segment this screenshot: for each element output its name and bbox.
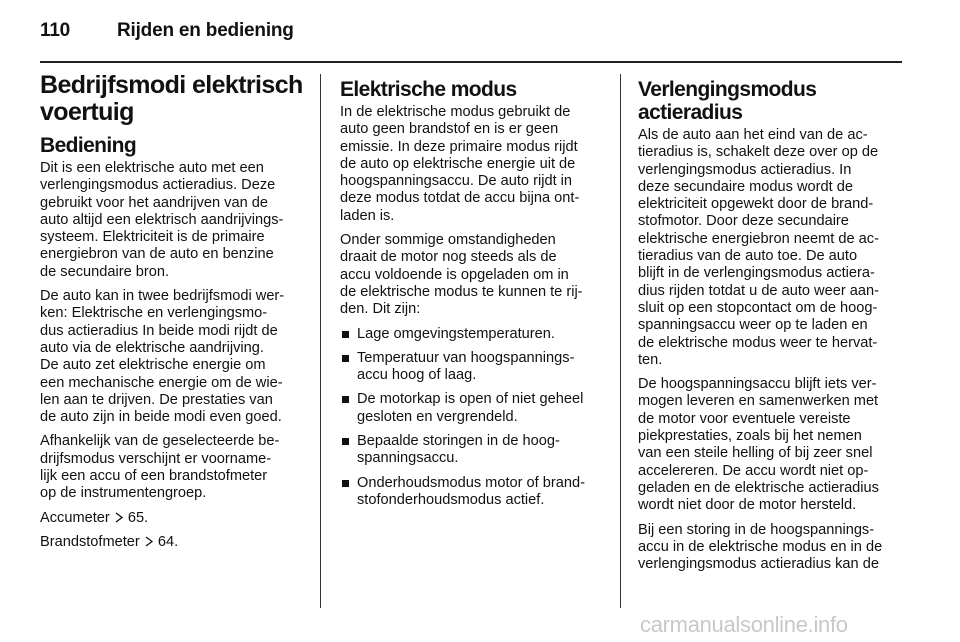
header-rule — [40, 61, 902, 63]
page-reference-arrow-icon — [145, 536, 153, 547]
page-number: 110 — [40, 20, 71, 41]
column-divider-right — [620, 74, 621, 608]
paragraph: Onder sommige omstandigheden draait de motor nog steeds als de accu voldoende is opgeladen om in de elektrische modus te kunnen te rij- den. Dit zijn: — [340, 232, 583, 318]
paragraph: Dit is een elektrische auto met een verlengingsmodus actieradius. Deze gebruikt voor het aandrijven van de auto altijd een elektrisch aandrijvings- systeem. Elektriciteit is de primaire energiebron van de auto en benzine de secundaire bron. — [40, 160, 284, 280]
watermark: carmanualsonline.info — [640, 612, 848, 637]
paragraph: Bij een storing in de hoogspannings- accu in de elektrische modus en in de verlengingsmodus actieradius kan de — [638, 521, 883, 573]
reference-label: Brandstofmeter — [40, 533, 140, 550]
column-left — [40, 72, 304, 558]
column-middle — [340, 72, 606, 516]
reference-page: 64. — [157, 533, 179, 550]
reference-page: 65. — [127, 509, 149, 526]
list-item: Lage omgevingstemperaturen. — [340, 326, 606, 343]
condition-list — [340, 326, 606, 510]
section-title: Bedrijfsmodi elektrisch voertuig — [40, 71, 303, 126]
heading-verlengingsmodus: Verlengingsmodus actieradius — [638, 78, 817, 124]
list-item: Bepaalde storingen in de hoog- spanningsaccu. — [340, 433, 606, 468]
paragraph: De auto kan in twee bedrijfsmodi wer- ken: Elektrische en verlengingsmo- dus actieradius In beide modi rijdt de auto via de elektrische aandrijving. De auto zet elektrische energie om een mechanische energie om de wie- len aan te drijven. De prestaties van de auto zijn in beide modi even goed. — [40, 288, 285, 426]
subheading-bediening: Bediening — [40, 134, 137, 157]
cross-reference-accumeter[interactable] — [40, 510, 304, 527]
list-item: De motorkap is open of niet geheel gesloten en vergrendeld. — [340, 391, 606, 426]
list-item: Onderhoudsmodus motor of brand- stofonderhoudsmodus actief. — [340, 475, 606, 510]
reference-label: Accumeter — [40, 509, 110, 526]
cross-reference-brandstofmeter[interactable] — [40, 534, 304, 551]
running-title: Rijden en bediening — [117, 20, 294, 41]
paragraph: De hoogspanningsaccu blijft iets ver- mogen leveren en samenwerken met de motor voor eventuele vereiste piekprestaties, zoals bij het nemen van een steile helling of bij zeer snel accelereren. De accu wordt niet op- geladen en de elektrische actieradius wordt niet door de motor hersteld. — [638, 376, 879, 514]
list-item: Temperatuur van hoogspannings- accu hoog of laag. — [340, 350, 606, 385]
column-right — [638, 72, 904, 580]
paragraph: In de elektrische modus gebruikt de auto geen brandstof en is er geen emissie. In deze primaire modus rijdt de auto op elektrische energie uit de hoogspanningsaccu. De auto rijdt in deze modus totdat de accu bijna ont- laden is. — [340, 104, 580, 224]
paragraph: Afhankelijk van de geselecteerde be- drijfsmodus verschijnt er voorname- lijk een accu of een brandstofmeter op de instrumentengroep. — [40, 433, 280, 502]
paragraph: Als de auto aan het eind van de ac- tieradius is, schakelt deze over op de verlengingsmodus actieradius. In deze secundaire modus wordt de elektriciteit opgewekt door de brand- stofmotor. Door deze secundaire elektrische energiebron neemt de ac- tieradius van de auto toe. De auto blijft in de verlengingsmodus actiera- dius rijden totdat u de auto weer aan- sluit op een stopcontact om de hoog- spanningsaccu weer op te laden en de elektrische modus weer te hervat- ten. — [638, 127, 879, 368]
page-reference-arrow-icon — [115, 512, 123, 523]
column-divider-left — [320, 74, 321, 608]
heading-elektrische-modus: Elektrische modus — [340, 78, 517, 101]
